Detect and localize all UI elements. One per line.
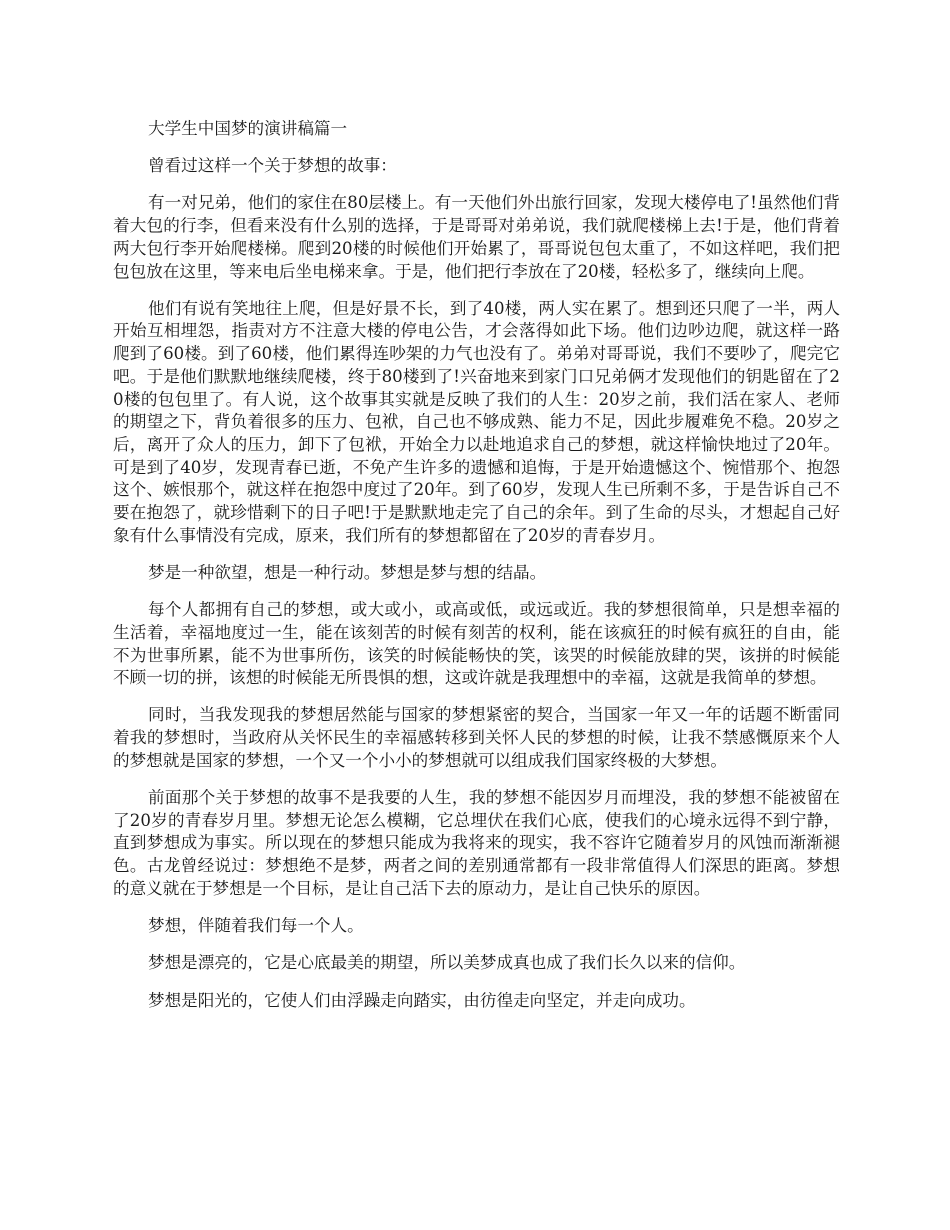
paragraph: 他们有说有笑地往上爬，但是好景不长，到了40楼，两人实在累了。想到还只爬了一半，两人开始互相埋怨，指责对方不注意大楼的停电公告，才会落得如此下场。他们边吵边爬，就这样一路爬到了60楼。到了60楼，他们累得连吵架的力气也没有了。弟弟对哥哥说，我们不要吵了，爬完它吧。于是他们默默地继续爬楼，终于80楼到了!兴奋地来到家门口兄弟俩才发现他们的钥匙留在了20楼的包包里了。有人说，这个故事其实就是反映了我们的人生：20岁之前，我们活在家人、老师的期望之下，背负着很多的压力、包袱，自己也不够成熟、能力不足，因此步履难免不稳。20岁之后，离开了众人的压力，卸下了包袱，开始全力以赴地追求自己的梦想，就这样愉快地过了20年。可是到了40岁，发现青春已逝，不免产生许多的遗憾和追悔，于是开始遗憾这个、惋惜那个、抱怨这个、嫉恨那个，就这样在抱怨中度过了20年。到了60岁，发现人生已所剩不多，于是告诉自己不要在抱怨了，就珍惜剩下的日子吧!于是默默地走完了自己的余年。到了生命的尽头，才想起自己好象有什么事情没有完成，原来，我们所有的梦想都留在了20岁的青春岁月。 <box>113 298 840 545</box>
document-page <box>113 118 840 1027</box>
paragraph: 梦想是阳光的，它使人们由浮躁走向踏实，由彷徨走向坚定，并走向成功。 <box>148 990 696 1010</box>
paragraph: 每个人都拥有自己的梦想，或大或小，或高或低，或远或近。我的梦想很简单，只是想幸福的生活着，幸福地度过一生，能在该刻苦的时候有刻苦的权利，能在该疯狂的时候有疯狂的自由，能不为世事所累，能不为世事所伤，该笑的时候能畅快的笑，该哭的时候能放肆的哭，该拼的时候能不顾一切的拼，该想的时候能无所畏惧的想，这或许就是我理想中的幸福，这就是我简单的梦想。 <box>113 600 840 688</box>
document-title: 大学生中国梦的演讲稿篇一 <box>148 119 348 138</box>
paragraph: 梦是一种欲望，想是一种行动。梦想是梦与想的结晶。 <box>148 562 547 582</box>
paragraph: 有一对兄弟，他们的家住在80层楼上。有一天他们外出旅行回家，发现大楼停电了!虽然他们背着大包的行李，但看来没有什么别的选择，于是哥哥对弟弟说，我们就爬楼梯上去!于是，他们背着两大包行李开始爬楼梯。爬到20楼的时候他们开始累了，哥哥说包包太重了，不如这样吧，我们把包包放在这里，等来电后坐电梯来拿。于是，他们把行李放在了20楼，轻松多了，继续向上爬。 <box>113 193 840 281</box>
paragraph: 梦想是漂亮的，它是心底最美的期望，所以美梦成真也成了我们长久以来的信仰。 <box>148 953 746 973</box>
paragraph: 曾看过这样一个关于梦想的故事： <box>148 156 397 176</box>
paragraph: 前面那个关于梦想的故事不是我要的人生，我的梦想不能因岁月而埋没，我的梦想不能被留在了20岁的青春岁月里。梦想无论怎么模糊，它总埋伏在我们心底，使我们的心境永远得不到宁静，直到梦想成为事实。所以现在的梦想只能成为我将来的现实，我不容许它随着岁月的风蚀而渐渐褪色。古龙曾经说过：梦想绝不是梦，两者之间的差别通常都有一段非常值得人们深思的距离。梦想的意义就在于梦想是一个目标，是让自己活下去的原动力，是让自己快乐的原因。 <box>113 788 840 898</box>
paragraph: 同时，当我发现我的梦想居然能与国家的梦想紧密的契合，当国家一年又一年的话题不断雷同着我的梦想时，当政府从关怀民生的幸福感转移到关怀人民的梦想的时候，让我不禁感慨原来个人的梦想就是国家的梦想，一个又一个小小的梦想就可以组成我们国家终极的大梦想。 <box>113 705 840 770</box>
paragraph: 梦想，伴随着我们每一个人。 <box>148 916 364 936</box>
